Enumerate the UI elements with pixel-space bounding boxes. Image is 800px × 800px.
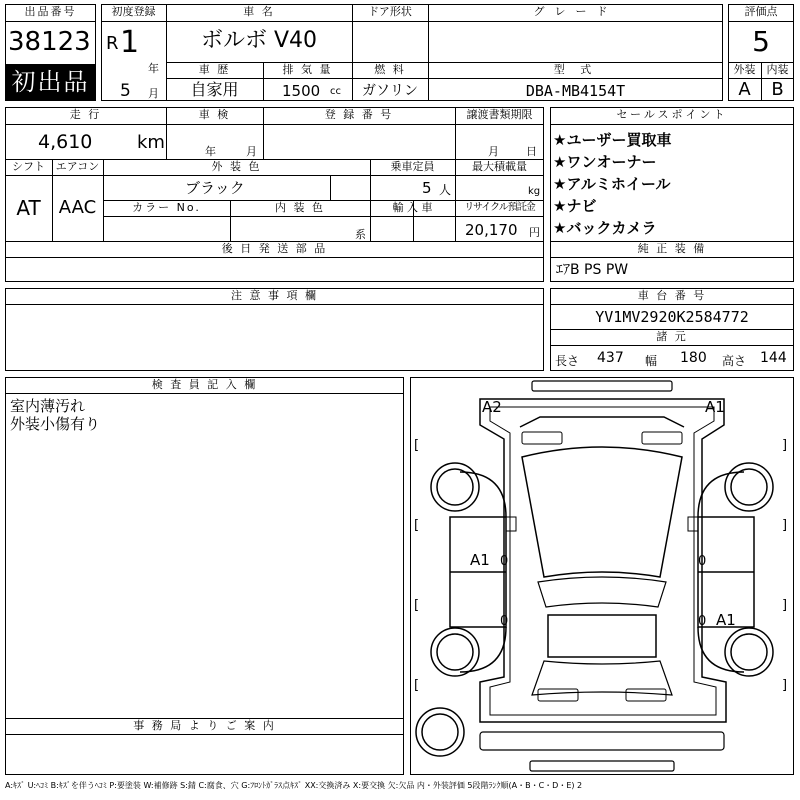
damage-mark: A1 — [470, 551, 490, 569]
load-unit: kg — [528, 186, 541, 197]
capacity-unit: 人 — [439, 183, 452, 197]
score-value: 5 — [752, 25, 770, 58]
score-label: 評価点 — [744, 5, 778, 18]
length-value: 437 — [597, 350, 624, 366]
displacement-value: 1500 — [282, 82, 321, 100]
displacement-label: 排 気 量 — [282, 63, 333, 76]
sales-points-label: セールスポイント — [616, 108, 728, 121]
shift-label: シフト — [12, 160, 45, 173]
mileage-label: 走 行 — [69, 108, 102, 121]
model-label: 型 式 — [553, 63, 598, 76]
color-label: 外 装 色 — [211, 160, 262, 173]
grade-label: グレード — [533, 5, 618, 18]
mileage-value: 4,610 — [38, 131, 93, 153]
sales-point-item: ★バックカメラ — [553, 219, 657, 237]
capacity-value: 5 — [422, 179, 432, 197]
import-label: 輸 入 車 — [392, 201, 433, 214]
exterior-grade: A — [738, 79, 751, 100]
inspection-month-unit: 月 — [246, 145, 257, 158]
inspection-year-unit: 年 — [205, 145, 216, 158]
sales-point-item: ★ユーザー買取車 — [553, 131, 672, 149]
capacity-label: 乗車定員 — [390, 160, 435, 173]
glass-mark: 0 — [500, 614, 509, 629]
inspector-label: 検 査 員 記 入 欄 — [151, 378, 258, 391]
transfer-label: 譲渡書類期限 — [466, 108, 533, 121]
office-label: 事 務 局 よ り ご 案 内 — [133, 719, 276, 732]
height-label: 高さ — [722, 354, 747, 368]
reg-year-value: 1 — [120, 25, 140, 60]
shift-value: AT — [16, 196, 41, 220]
glass-mark: 0 — [698, 614, 707, 629]
legend-text: A:ｷｽﾞ U:ﾍｺﾐ B:ｷｽﾞを伴うﾍｺﾐ P:要塗装 W:補修跡 S:錆 C:腐食、穴 G:ﾌﾛﾝﾄｶﾞﾗｽ点ｷｽﾞ XX:交換済み X:要交換 欠:欠品 内・外装評価 5段階ﾗﾝｸ順(A・B・C・D・E) 2 — [5, 781, 583, 790]
inspector-line: 室内薄汚れ — [10, 397, 86, 415]
length-label: 長さ — [555, 354, 580, 368]
mileage-unit: km — [137, 132, 165, 153]
recycle-value: 20,170 — [465, 221, 518, 239]
door-label: ドア形状 — [368, 5, 412, 18]
bracket-left: [ — [414, 678, 420, 693]
history-value: 自家用 — [190, 80, 239, 99]
sales-point-item: ★ワンオーナー — [553, 153, 657, 171]
displacement-unit: cc — [330, 86, 341, 97]
first-listing-badge — [6, 64, 95, 100]
first-listing-badge-text: 初出品 — [11, 68, 90, 96]
reg-year-unit: 年 — [148, 62, 159, 75]
model-value: DBA-MB4154T — [525, 82, 626, 100]
inspector-line: 外装小傷有り — [10, 415, 101, 433]
chassis-label: 車 台 番 号 — [637, 289, 707, 302]
interior-color-label: 内 装 色 — [275, 201, 325, 214]
glass-mark: 0 — [698, 554, 707, 569]
bracket-right: ] — [782, 678, 788, 693]
later-parts-label: 後 日 発 送 部 品 — [221, 242, 328, 255]
bracket-left: [ — [414, 438, 420, 453]
equipment-label: 純 正 装 備 — [637, 242, 707, 255]
car-name: ボルボ V40 — [200, 28, 318, 53]
ac-label: エアコン — [55, 160, 100, 173]
interior-grade: B — [771, 79, 784, 100]
reg-month-value: 5 — [120, 81, 131, 101]
damage-mark: A2 — [482, 398, 502, 416]
glass-mark: 0 — [500, 554, 509, 569]
car-diagram — [410, 377, 794, 775]
interior-grade-label: 内装 — [766, 63, 789, 76]
height-value: 144 — [760, 350, 787, 366]
bracket-right: ] — [782, 598, 788, 613]
sales-point-item: ★ナビ — [553, 197, 597, 215]
chassis-number: YV1MV2920K2584772 — [595, 308, 749, 326]
exterior-grade-label: 外装 — [733, 63, 756, 76]
reg-month-unit: 月 — [148, 87, 159, 100]
bracket-right: ] — [782, 438, 788, 453]
width-value: 180 — [680, 350, 707, 366]
bracket-left: [ — [414, 598, 420, 613]
equipment-value: ｴｱB PS PW — [556, 262, 629, 278]
width-label: 幅 — [645, 354, 658, 368]
inspection-label: 車 検 — [198, 108, 231, 121]
damage-mark: A1 — [716, 611, 736, 629]
car-name-label: 車 名 — [243, 5, 275, 18]
transfer-month-unit: 月 — [488, 145, 499, 158]
lot-number-label: 出品番号 — [24, 5, 77, 18]
notes-label: 注 意 事 項 欄 — [231, 289, 318, 302]
ac-value: AAC — [58, 197, 97, 218]
load-label: 最大積載量 — [472, 160, 527, 173]
bracket-left: [ — [414, 518, 420, 533]
fuel-label: 燃 料 — [374, 63, 406, 76]
recycle-label: リサイクル預託金 — [464, 202, 535, 213]
reg-number-label: 登 録 番 号 — [324, 108, 394, 121]
interior-color-suffix: 系 — [355, 228, 366, 241]
color-value: ブラック — [185, 179, 245, 197]
transfer-day-unit: 日 — [526, 145, 537, 158]
color-no-label: カラー No. — [132, 201, 201, 214]
fuel-value: ガソリン — [362, 83, 418, 99]
bracket-right: ] — [782, 518, 788, 533]
sales-point-item: ★アルミホイール — [553, 175, 671, 193]
first-reg-label: 初度登録 — [111, 5, 156, 18]
era-label: R — [106, 33, 119, 54]
lot-number: 38123 — [8, 27, 91, 57]
dimensions-label: 諸 元 — [656, 330, 688, 343]
history-label: 車 歴 — [198, 63, 231, 76]
recycle-unit: 円 — [529, 226, 540, 239]
damage-mark: A1 — [705, 398, 725, 416]
